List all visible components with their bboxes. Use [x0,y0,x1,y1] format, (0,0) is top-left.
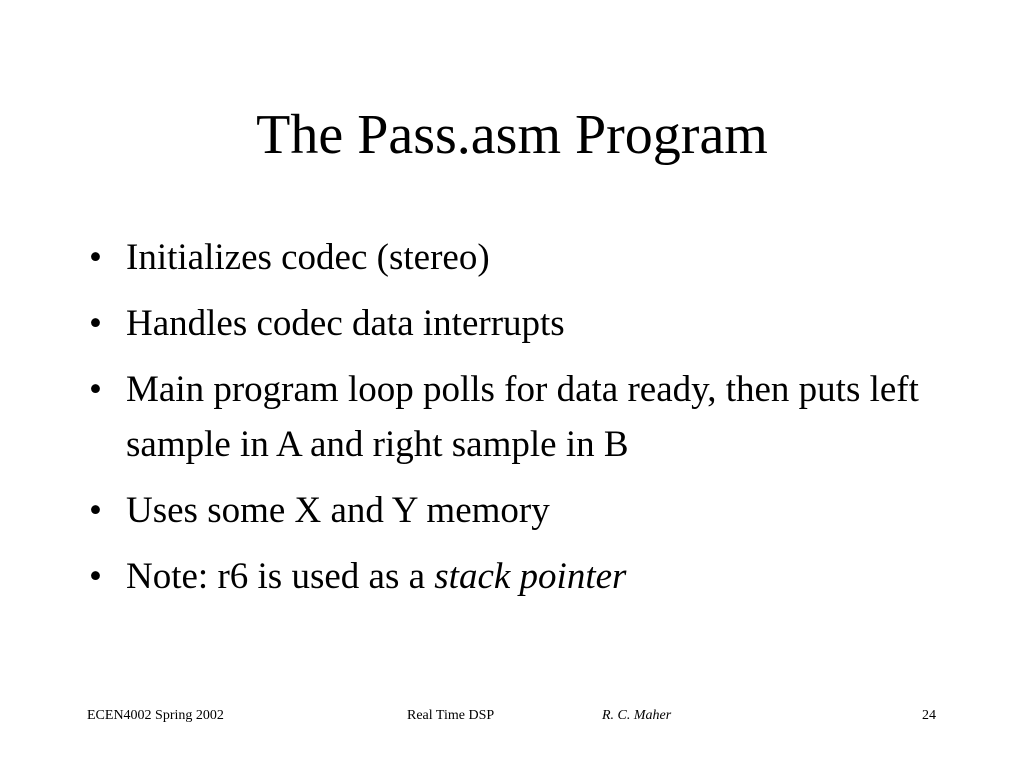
bullet-text: Initializes codec (stereo) [126,237,490,278]
bullet-text: Handles codec data interrupts [126,303,565,344]
bullet-dot-icon: • [89,303,102,344]
bullet-emphasis: stack pointer [434,556,627,597]
bullet-item [0,483,1024,538]
footer-topic: Real Time DSP [407,708,495,723]
bullet-item [0,362,1024,472]
bullet-dot-icon: • [89,237,102,278]
footer-course: ECEN4002 Spring 2002 [87,708,224,723]
bullet-item [0,230,1024,285]
bullet-text: Uses some X and Y memory [126,490,550,531]
footer-author: R. C. Maher [602,708,672,723]
bullet-list [0,230,1024,615]
bullet-dot-icon: • [89,556,102,597]
bullet-item [0,296,1024,351]
bullet-item [0,549,1024,604]
footer-page-number: 24 [922,708,936,723]
bullet-text: Main program loop polls for data ready, then puts left sample in A and right sample in B [126,369,919,465]
bullet-dot-icon: • [89,490,102,531]
bullet-text: Note: r6 is used as a [126,556,435,597]
bullet-dot-icon: • [89,369,102,410]
slide-title: The Pass.asm Program [256,104,768,166]
